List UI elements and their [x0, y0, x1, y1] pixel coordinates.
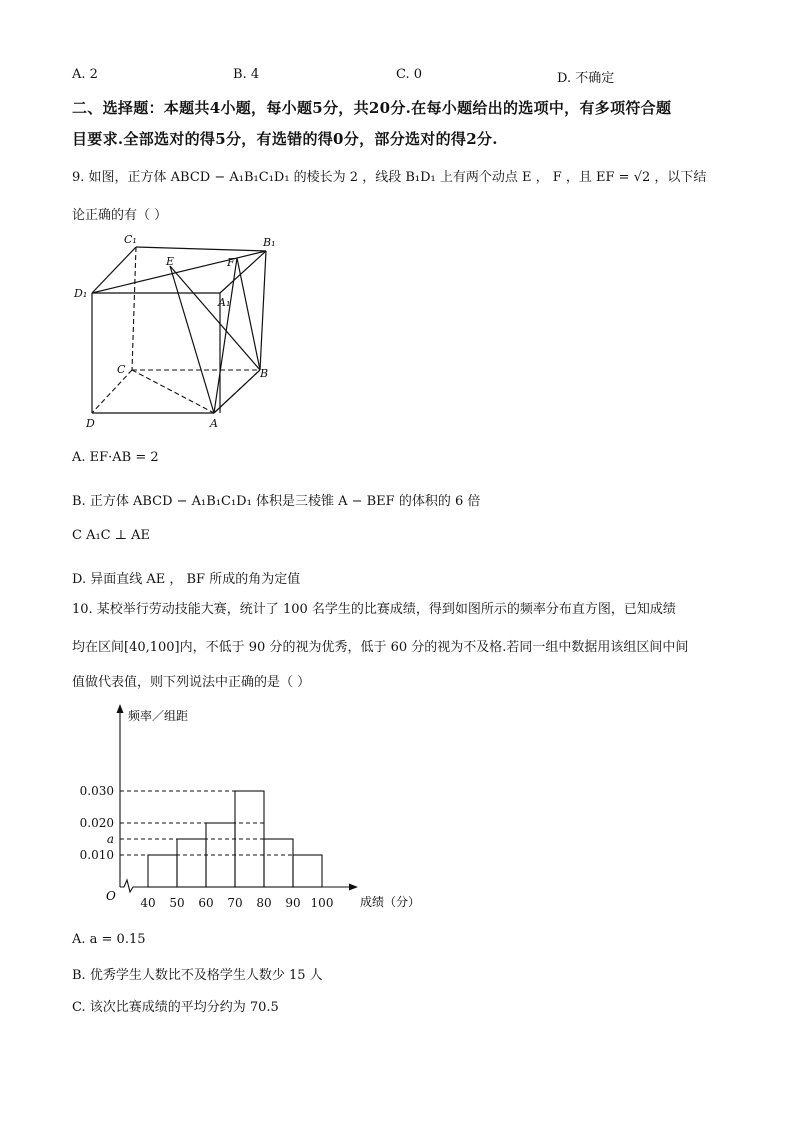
x-tick-label-70: 70: [227, 896, 243, 910]
histogram-chart: [70, 700, 421, 920]
x-tick-label-60: 60: [198, 896, 214, 910]
section2-line2: 目要求.全部选对的得5分，有选错的得0分，部分选对的得2分.: [72, 130, 498, 148]
q9-stem-line2: 论正确的有（ ）: [72, 208, 168, 223]
y-tick-label-2: 0.020: [79, 816, 114, 830]
origin-label: O: [106, 889, 116, 903]
x-tick-label-100: 100: [310, 896, 334, 910]
label-d1: D₁: [74, 287, 88, 300]
q8-option-b: B. 4: [233, 67, 260, 82]
segment-f-b: [237, 258, 260, 370]
label-c1: C₁: [124, 233, 137, 246]
q10-stem-line1: 10. 某校举行劳动技能大赛，统计了 100 名学生的比赛成绩，得到如图所示的频率分布直方图，已知成绩: [72, 602, 676, 617]
label-a: A: [210, 417, 218, 430]
label-e: E: [166, 255, 175, 268]
label-f: F: [227, 256, 235, 269]
histogram-bar-40-50: [148, 855, 177, 887]
edge-d1-c1: [92, 247, 136, 293]
edge-c-d-hidden: [92, 370, 132, 413]
q9-option-a: A. EF·AB = 2: [72, 450, 159, 465]
histogram-bar-80-90: [264, 839, 293, 887]
label-b: B: [260, 367, 269, 380]
q9-option-c: C A₁C ⊥ AE: [72, 528, 150, 543]
q10-option-b: B. 优秀学生人数比不及格学生人数少 15 人: [72, 968, 323, 983]
x-tick-label-90: 90: [285, 896, 301, 910]
histogram-bar-90-100: [293, 855, 322, 887]
q8-option-d: D. 不确定: [557, 71, 615, 86]
y-tick-label-0: 0.010: [79, 848, 114, 862]
x-tick-label-80: 80: [256, 896, 272, 910]
x-tick-label-50: 50: [169, 896, 185, 910]
q10-stem-line2: 均在区间[40,100]内，不低于 90 分的视为优秀，低于 60 分的视为不及格.若同一组中数据用该组区间中间: [72, 640, 689, 655]
segment-f-a: [214, 258, 237, 413]
x-axis-arrow: [349, 884, 358, 891]
y-axis-arrow: [117, 704, 124, 713]
y-tick-label-3: 0.030: [79, 784, 114, 798]
q10-option-a: A. a = 0.15: [72, 932, 146, 947]
segment-c-a-hidden: [132, 370, 214, 413]
cube-figure: [70, 230, 290, 435]
y-tick-label-1: a: [106, 832, 114, 846]
q8-option-c: C. 0: [396, 67, 423, 82]
segment-e-b: [170, 266, 260, 370]
histogram-bar-50-60: [177, 839, 206, 887]
q9-stem-line1: 9. 如图，正方体 ABCD − A₁B₁C₁D₁ 的棱长为 2 ，线段 B₁D₁ 上有两个动点 E ， F ，且 EF = √2 ，以下结: [72, 170, 707, 185]
q9-option-b: B. 正方体 ABCD − A₁B₁C₁D₁ 体积是三棱锥 A − BEF 的体积的 6 倍: [72, 494, 481, 509]
label-d: D: [86, 417, 95, 430]
x-tick-label-40: 40: [140, 896, 156, 910]
label-a1: A₁: [218, 296, 231, 309]
section2-line1: 二、选择题：本题共4小题，每小题5分，共20分.在每小题给出的选项中，有多项符合题: [72, 99, 672, 117]
edge-c1-c-hidden: [132, 247, 136, 370]
q9-option-d: D. 异面直线 AE ， BF 所成的角为定值: [72, 572, 301, 587]
edge-b1-b: [260, 251, 266, 370]
q10-option-c: C. 该次比赛成绩的平均分约为 70.5: [72, 1000, 279, 1015]
label-c: C: [117, 363, 126, 376]
q10-stem-line3: 值做代表值，则下列说法中正确的是（ ）: [72, 675, 311, 690]
segment-e-a: [170, 266, 214, 413]
x-axis-title: 成绩（分）: [360, 895, 421, 909]
edge-c1-b1: [136, 247, 266, 251]
q8-option-a: A. 2: [72, 67, 98, 82]
y-axis-title: 频率／组距: [128, 709, 189, 723]
label-b1: B₁: [263, 236, 276, 249]
